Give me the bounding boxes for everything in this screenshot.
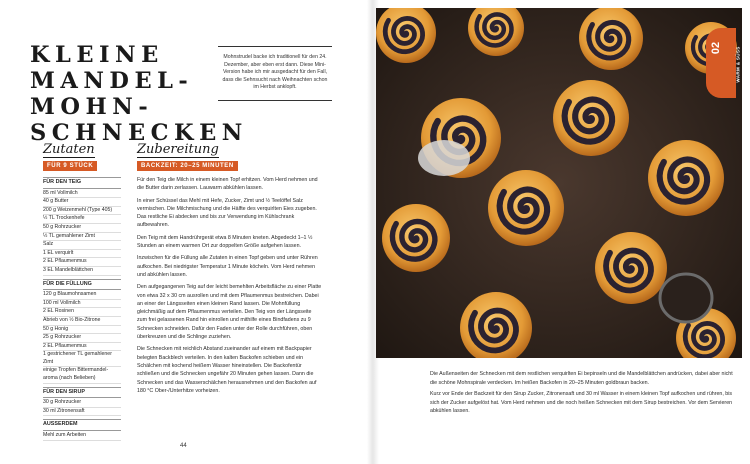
ingredient-item: 2 EL Rosinen xyxy=(43,308,121,317)
ingredients-heading: Zutaten xyxy=(43,142,95,157)
pastry-roll xyxy=(382,204,450,272)
pastry-roll xyxy=(488,170,564,246)
chapter-number: 02 xyxy=(710,41,723,55)
pastry-roll xyxy=(579,8,643,70)
preparation-heading: Zubereitung xyxy=(137,142,219,157)
pastry-roll xyxy=(595,232,667,304)
title-line: KLEINE xyxy=(30,42,164,68)
recipe-title xyxy=(30,42,248,146)
ingredient-item: 120 g Blaumohnsamen xyxy=(43,291,121,300)
ingredient-item: 3 EL Mandelblättchen xyxy=(43,267,121,276)
ingredient-item: ½ TL gemahlener Zimt xyxy=(43,233,121,242)
ingredient-group-heading: FÜR DIE FÜLLUNG xyxy=(43,279,121,291)
ingredient-item: 2 EL Pflaumenmus xyxy=(43,258,121,267)
title-line: SCHNECKEN xyxy=(30,120,248,146)
pastry-roll xyxy=(553,80,629,156)
ingredient-item: 2 EL Pflaumenmus xyxy=(43,343,121,352)
preparation-paragraph: Für den Teig die Milch in einem kleinen Topf erhitzen. Vom Herd nehmen und die Butter darin zerlassen. Lauwarm abkühlen lassen. xyxy=(137,177,318,192)
ingredient-item: Salz xyxy=(43,241,121,250)
ingredient-item: 100 ml Vollmilch xyxy=(43,300,121,309)
ingredient-item: 50 g Honig xyxy=(43,326,121,335)
right-page-paragraph: Kurz vor Ende der Backzeit für den Sirup Zucker, Zitronensaft und 30 ml Wasser in einem kleinen Topf aufkochen und rühren, bis sich der Zucker aufgelöst hat. Vom Herd nehmen und die noch heißen Schnecken mit dem Sirup bestreichen. Vor dem Servieren abkühlen lassen. xyxy=(430,391,733,415)
title-line: MOHN- xyxy=(30,94,154,120)
title-line: MANDEL- xyxy=(30,68,194,94)
ingredient-item: 40 g Butter xyxy=(43,198,121,207)
ingredient-item: 25 g Rohrzucker xyxy=(43,334,121,343)
ingredient-item: 85 ml Vollmilch xyxy=(43,190,121,199)
poppy-seed-rolls-image xyxy=(376,8,742,358)
ingredient-item: 30 ml Zitronensaft xyxy=(43,408,121,417)
ingredient-item: einige Tropfen Bittermandel-aroma (nach Belieben) xyxy=(43,367,121,383)
preparation-paragraph: Den Teig mit dem Handrührgerät etwa 8 Minuten kneten. Abgedeckt 1–1 ½ Stunden an einem warmen Ort zur doppelten Größe aufgehen lassen. xyxy=(137,234,313,250)
preparation-paragraph: Den aufgegangenen Teig auf der leicht bemehlten Arbeitsfläche zu einer Platte von etwa 32 x 30 cm ausrollen und mit dem Pflaumenmus bestreichen. Dabei an einer der Längsseiten einen kleinen Rand lassen. Die Mohnfüllung gleichmäßig auf dem Pflaumenmus verteilen. Den Teig von der Längsseite zum frei gelassenen Rand hin einrollen und mithilfe eines Bindfadens zu 9 Schnecken schneiden. Dafür den Faden unter der Rolle durchführen, oben überkreuzen und die Schlinge zuziehen. xyxy=(137,284,322,341)
preparation-paragraph: Inzwischen für die Füllung alle Zutaten in einen Topf geben und unter Rühren aufkochen. Bei niedrigster Temperatur 1 Minute köcheln. Vom Herd nehmen und abkühlen lassen. xyxy=(137,255,318,278)
ingredient-list xyxy=(43,174,121,441)
servings-tag: FÜR 9 STÜCK xyxy=(43,161,97,171)
ingredient-group-heading: FÜR DEN TEIG xyxy=(43,177,121,189)
ingredient-item: Abrieb von ½ Bio-Zitrone xyxy=(43,317,121,326)
ingredient-group-heading: FÜR DEN SIRUP xyxy=(43,387,121,399)
ingredient-group-heading: AUSSERDEM xyxy=(43,419,121,431)
intro-text: Mohnstrudel backe ich traditionell für den 24. Dezember, aber eben erst dann. Diese Mini-Version habe ich mir ausgedacht für den Fall, dass die Sehnsucht nach Weihnachten schon im Herbst anklopft. xyxy=(218,46,332,101)
preparation-paragraph: In einer Schüssel das Mehl mit Hefe, Zucker, Zimt und ½ Teelöffel Salz vermischen. Die Milchmischung und die Hälfte des verquirlten Eies zugeben. Das restliche Ei abdecken und bis zur Verwendung im Kühlschrank aufbewahren. xyxy=(137,197,317,229)
ingredient-item: 1 EL verquirlt xyxy=(43,250,121,259)
preparation-steps xyxy=(137,176,322,399)
food-photo xyxy=(376,8,742,358)
ingredient-item: ½ TL Trockenhefe xyxy=(43,215,121,224)
preparation-paragraph: Die Schnecken mit reichlich Abstand zueinander auf einem mit Backpapier belegten Backblech verteilen. In den kalten Backofen schieben und ein Schälchen mit kochend heißem Wasser hineinstellen. Die Backofentür schließen und die Schnecken ungefähr 20 Minuten gehen lassen. Dann die Schnecken und das Wasserschälchen herausnehmen und den Backofen auf 180 °C Ober-/Unterhitze vorheizen. xyxy=(137,346,317,394)
page-number: 44 xyxy=(180,443,187,449)
ingredient-item: 30 g Rohrzucker xyxy=(43,399,121,408)
pastry-roll xyxy=(648,140,724,216)
ingredient-item: 200 g Weizenmehl (Type 405) xyxy=(43,207,121,216)
bake-time-tag: BACKZEIT: 20–25 MINUTEN xyxy=(137,161,238,171)
left-page xyxy=(0,0,370,464)
ingredient-item: 1 gestrichener TL gemahlener Zimt xyxy=(43,351,121,367)
right-page-paragraph: Die Außenseiten der Schnecken mit dem restlichen verquirlten Ei bepinseln und die Mandelblättchen andrücken, dabei aber nicht die schöne Mohnspirale verdecken. Im heißen Backofen in 20–25 Minuten goldbraun backen. xyxy=(430,371,733,386)
ingredient-item: Mehl zum Arbeiten xyxy=(43,432,121,441)
chapter-label: WARM & SÜSS xyxy=(735,46,741,83)
ingredient-item: 50 g Rohrzucker xyxy=(43,224,121,233)
chapter-tab xyxy=(706,28,741,98)
right-page-text xyxy=(430,370,740,419)
